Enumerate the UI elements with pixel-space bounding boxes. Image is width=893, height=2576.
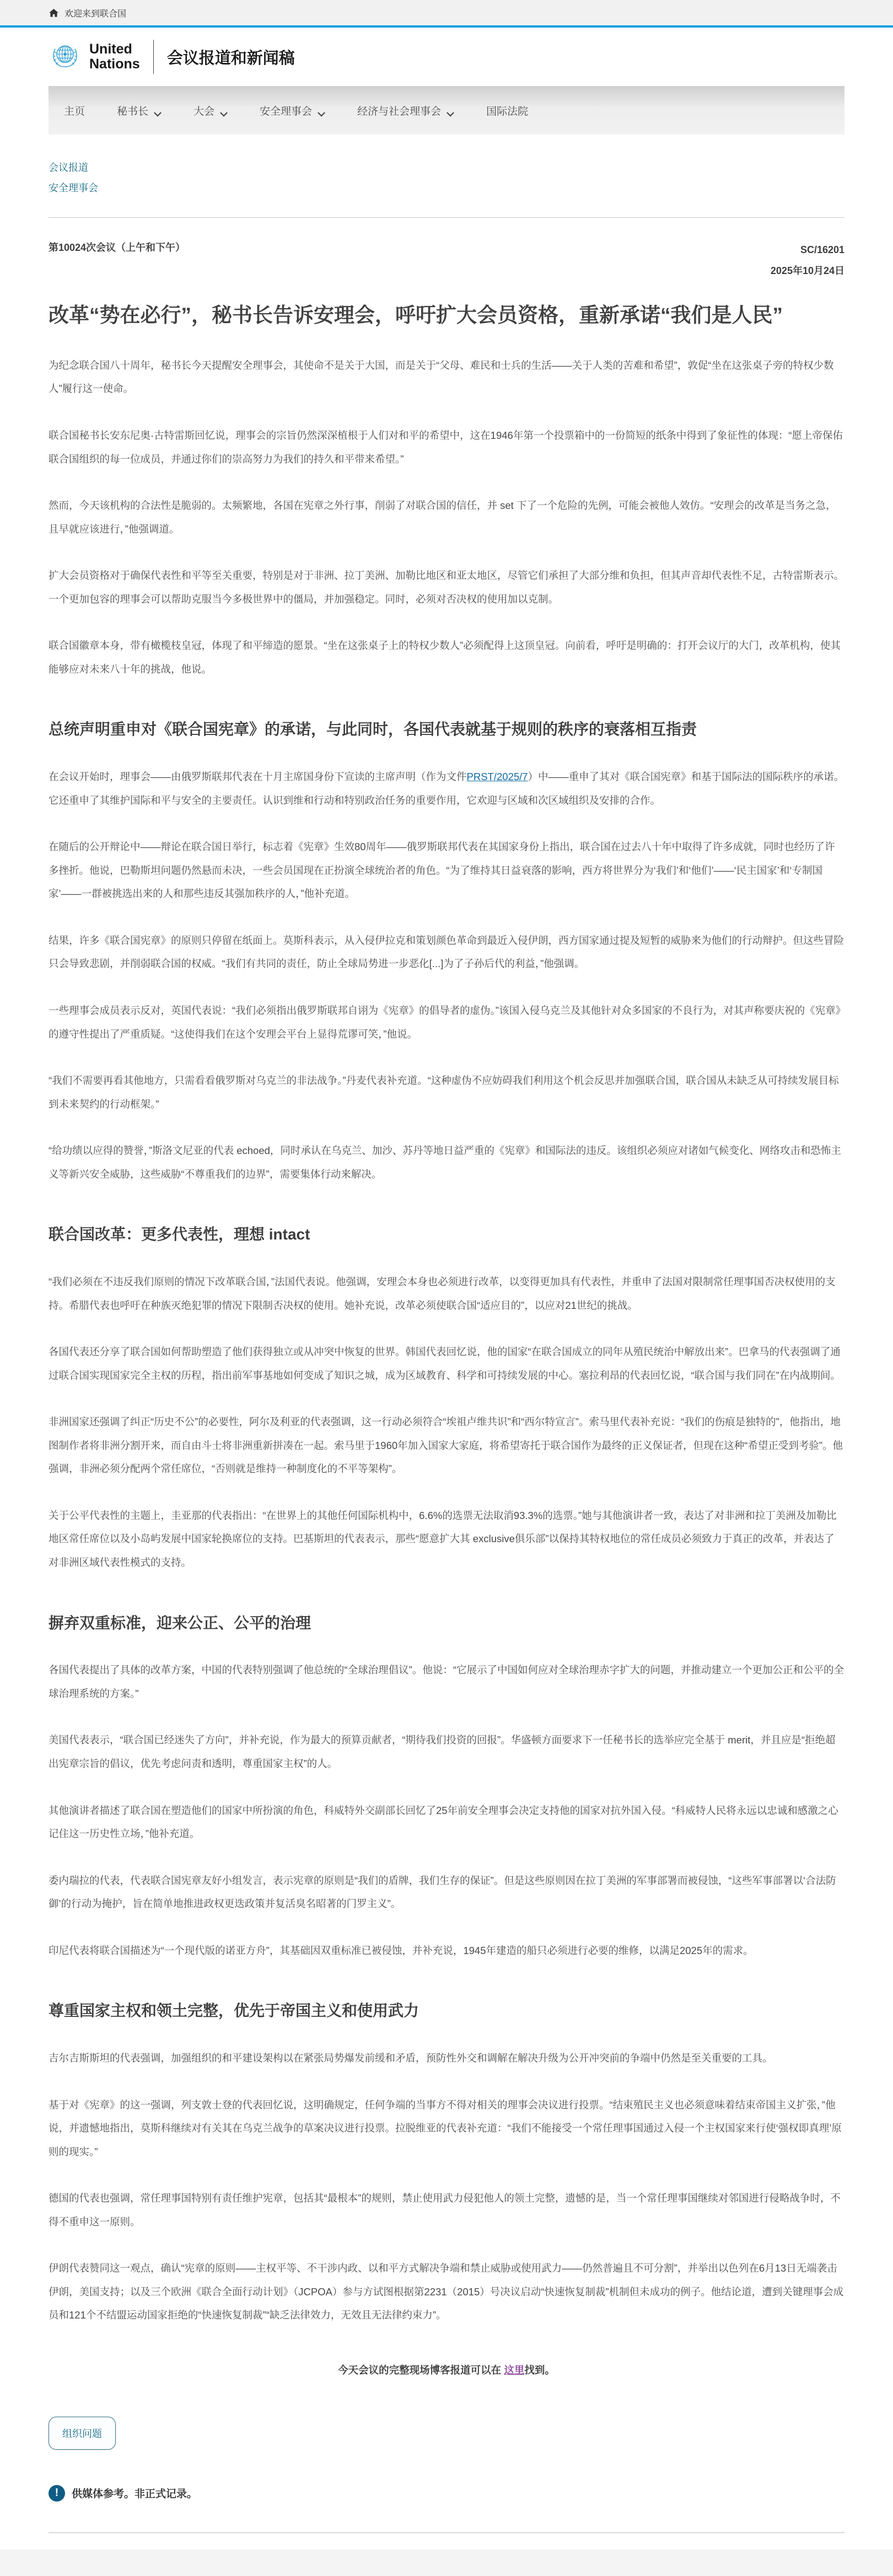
- article-paragraph: 吉尔吉斯斯坦的代表强调，加强组织的和平建设架构以在紧张局势爆发前缓和矛盾，预防性外交和调解在解决升级为公开冲突前的争端中仍然是至关重要的工具。: [49, 2052, 773, 2064]
- nav-item-icj[interactable]: [486, 103, 528, 118]
- article-paragraph: “我们必须在不违反我们原则的情况下改革联合国，”法国代表说。他强调，安理会本身也必须进行改革，以变得更加具有代表性，并重申了法国对限制常任理事国否决权使用的支持。希腊代表也呼吁在种族灭绝犯罪的情况下限制否决权的使用。她补充说，改革必须使联合国“适应目的”，以应对21世纪的挑战。: [49, 1276, 836, 1311]
- breadcrumb-link-meetings-coverage[interactable]: 会议报道: [49, 162, 88, 173]
- document-link[interactable]: PRST/2025/7: [466, 771, 528, 783]
- brand-wordmark[interactable]: [89, 42, 140, 72]
- chevron-down-icon: [154, 108, 162, 113]
- article-paragraph: 印尼代表将联合国描述为“一个现代版的诺亚方舟”，其基础因双重标准已被侵蚀，并补充说，1945年建造的船只必须进行必要的维修，以满足2025年的需求。: [49, 1944, 754, 1956]
- nav-item-label: 经济与社会理事会: [357, 105, 442, 117]
- exclamation-icon: !: [49, 2485, 65, 2502]
- article-paragraph: “我们不需要再看其他地方，只需看看俄罗斯对乌克兰的非法战争。”丹麦代表补充道。“这种虚伪不应妨碍我们利用这个机会反思并加强联合国，联合国从未缺乏从可持续发展目标到未来契约的行动框架。”: [49, 1075, 839, 1110]
- article-paragraph: 关于公平代表性的主题上，圭亚那的代表指出：“在世界上的其他任何国际机构中，6.6%的选票无法取消93.3%的选票。”她与其他演讲者一致，表达了对非洲和拉丁美洲及加勒比地区常任席位以及小岛屿发展中国家轮换席位的支持。巴基斯坦的代表表示，那些“愿意扩大其 exclusive俱乐部”以保持其特权地位的常任成员必须致力于真正的改革，并表达了对非洲区域代表性模式的支持。: [49, 1509, 837, 1568]
- meeting-meta-row: [49, 240, 844, 282]
- tag-section: [49, 2417, 844, 2450]
- page-title: 改革“势在必行”，秘书长告诉安理会，呼吁扩大会员资格，重新承诺“我们是人民”: [49, 304, 783, 327]
- article-paragraph: 其他演讲者描述了联合国在塑造他们的国家中所扮演的角色，科威特外交副部长回忆了25年前安全理事会决定支持他的国家对抗外国入侵。“科威特人民将永远以忠诚和感激之心记住这一历史性立场，”他补充道。: [49, 1804, 838, 1840]
- nav-item-label: 主页: [64, 105, 85, 117]
- article-paragraph: 基于对《宪章》的这一强调，列支敦士登的代表回忆说，这明确规定，任何争端的当事方不得对相关的理事会决议进行投票。“结束殖民主义也必须意味着结束帝国主义扩张，”他说，并遗憾地指出，莫斯科继续对有关其在乌克兰战争的草案决议进行投票。拉脱维亚的代表补充道：“我们不能接受一个常任理事国通过入侵一个主权国家来行使‘强权即真理’原则的现实。”: [49, 2099, 842, 2158]
- nav-item-label: 秘书长: [117, 105, 149, 117]
- article-paragraph: 各国代表还分享了联合国如何帮助塑造了他们获得独立或从冲突中恢复的世界。韩国代表回忆说，他的国家“在联合国成立的同年从殖民统治中解放出来”。巴拿马的代表强调了通过联合国实现国家完全主权的历程，指出前军事基地如何变成了知识之城，成为区域教育、科学和可持续发展的中心。塞拉利昂的代表回忆说，“联合国与我们同在”在内战期间。: [49, 1346, 841, 1381]
- site-title: 会议报道和新闻稿: [166, 49, 295, 67]
- home-icon[interactable]: [49, 8, 59, 18]
- article-paragraph: 扩大会员资格对于确保代表性和平等至关重要，特别是对于非洲、拉丁美洲、加勒比地区和亚太地区，尽管它们承担了大部分维和负担，但其声音却代表性不足，古特雷斯表示。一个更加包容的理事会可以帮助克服当今多极世界中的僵局，并加强稳定。同时，必须对否决权的使用加以克制。: [49, 570, 844, 605]
- chevron-down-icon: [318, 108, 325, 113]
- press-release-code: SC/16201: [800, 244, 844, 255]
- breadcrumb-link-security-council[interactable]: 安全理事会: [49, 182, 98, 194]
- article-paragraph: “给功绩以应得的赞誉，”斯洛文尼亚的代表 echoed，同时承认在乌克兰、加沙、苏丹等地日益严重的《宪章》和国际法的违反。该组织必须应对诸如气候变化、网络攻击和恐怖主义等新兴安全威胁，这些威胁“不尊重我们的边界”，需要集体行动来解决。: [49, 1145, 841, 1180]
- bottom-divider: [49, 2532, 844, 2533]
- section-heading: 总统声明重申对《联合国宪章》的承诺，与此同时，各国代表就基于规则的秩序的衰落相互指责: [49, 721, 697, 738]
- nav-item-home[interactable]: [64, 103, 85, 118]
- article-paragraph: 伊朗代表赞同这一观点，确认“宪章的原则——主权平等、不干涉内政、以和平方式解决争端和禁止威胁或使用武力——仍然普遍且不可分割”，并举出以色列在6月13日无端袭击伊朗，美国支持；以及三个欧洲《联合全面行动计划》（JCPOA）参与方试图根据第2231（2015）号决议启动“快速恢复制裁”机制但未成功的例子。他结论道，遭到关键理事会成员和121个不结盟运动国家拒绝的“快速恢复制裁”“缺乏法律效力，无效且无法律约束力”。: [49, 2262, 844, 2321]
- article-paragraph: 各国代表提出了具体的改革方案，中国的代表特别强调了他总统的“全球治理倡议”。他说：“它展示了中国如何应对全球治理赤字扩大的问题，并推动建立一个更加公正和公平的全球治理系统的方案。”: [49, 1664, 844, 1699]
- site-header: [0, 28, 893, 86]
- brand-line2: Nations: [89, 56, 140, 72]
- nav-item-label: 国际法院: [486, 105, 529, 117]
- article-paragraph: 德国的代表也强调，常任理事国特别有责任维护宪章，包括其“最根本”的规则，禁止使用武力侵犯他人的领土完整，遗憾的是，当一个常任理事国继续对邻国进行侵略战争时，不得不重申这一原则。: [49, 2192, 841, 2228]
- article-paragraph: 联合国秘书长安东尼奥·古特雷斯回忆说，理事会的宗旨仍然深深植根于人们对和平的希望中，这在1946年第一个投票箱中的一份简短的纸条中得到了象征性的体现：“愿上帝保佑联合国组织的每一位成员，并通过你们的崇高努力为我们的持久和平带来希望。”: [49, 429, 843, 465]
- nav-item-ecosoc[interactable]: [357, 103, 454, 118]
- closing-line: [49, 2363, 844, 2377]
- closing-text-after: 找到。: [524, 2364, 555, 2376]
- nav-item-general-assembly[interactable]: [193, 103, 228, 118]
- article-paragraph: 美国代表表示，“联合国已经迷失了方向”，并补充说，作为最大的预算贡献者，“期待我们投资的回报”。华盛顿方面要求下一任秘书长的选举应完全基于 merit，并且应是“拒绝超出宪章宗旨的倡议，优先考虑问责和透明，尊重国家主权”的人。: [49, 1734, 836, 1769]
- topic-tag-organizational-questions[interactable]: 组织问题: [49, 2417, 116, 2450]
- welcome-link[interactable]: 欢迎来到联合国: [64, 9, 127, 19]
- divider: [49, 217, 844, 218]
- closing-text-before: 今天会议的完整现场博客报道可以在: [338, 2364, 504, 2376]
- footer-band: [0, 2550, 893, 2576]
- brand-line1: United: [89, 41, 132, 57]
- nav-item-security-council[interactable]: [260, 103, 325, 118]
- live-blog-link[interactable]: 这里: [504, 2364, 525, 2376]
- main-navigation: [0, 86, 893, 135]
- section-heading: 尊重国家主权和领土完整，优先于帝国主义和使用武力: [49, 2002, 419, 2020]
- article-paragraph: 委内瑞拉的代表，代表联合国宪章友好小组发言，表示宪章的原则是“我们的盾牌，我们生存的保证”。但是这些原则因在拉丁美洲的军事部署而被侵蚀，“这些军事部署以‘合法防御’的行动为掩护，旨在简单地推进政权更迭政策并复活臭名昭著的门罗主义”。: [49, 1874, 836, 1910]
- article-paragraph: 在会议开始时，理事会——由俄罗斯联邦代表在十月主席国身份下宣读的主席声明（作为文件PRST/2025/7）中——重申了其对《联合国宪章》和基于国际法的国际秩序的承诺。它还重申了其维护国际和平与安全的主要责任。认识到维和行动和特别政治任务的重要作用，它欢迎与区域和次区域组织及安排的合作。: [49, 771, 844, 806]
- brand-divider: [153, 40, 154, 74]
- breadcrumb: [49, 158, 844, 198]
- top-utility-bar: [0, 0, 893, 28]
- article-paragraph: 联合国徽章本身，带有橄榄枝皇冠，体现了和平缔造的愿景。“坐在这张桌子上的特权少数人”必须配得上这顶皇冠。向前看，呼吁是明确的：打开会议厅的大门，改革机构，使其能够应对未来八十年的挑战，他说。: [49, 640, 841, 675]
- page-content: [49, 158, 844, 2533]
- chevron-down-icon: [446, 108, 454, 113]
- nav-list: [64, 103, 528, 118]
- un-emblem-logo[interactable]: [49, 40, 82, 73]
- article-paragraph: 一些理事会成员表示反对，英国代表说：“我们必须指出俄罗斯联邦自诩为《宪章》的倡导者的虚伪。”该国入侵乌克兰及其他针对众多国家的不良行为，对其声称要庆祝的《宪章》的遵守性提出了严重质疑。“这使得我们在这个安理会平台上显得荒谬可笑，”他说。: [49, 1004, 841, 1040]
- chevron-down-icon: [220, 108, 228, 113]
- article-paragraph: 结果，许多《联合国宪章》的原则只停留在纸面上。莫斯科表示，从入侵伊拉克和策划颜色革命到最近入侵伊朗，西方国家通过提及短暂的威胁来为他们的行动辩护。但这些冒险只会导致悲剧，并削弱联合国的权威。“我们有共同的责任，防止全球局势进一步恶化[...]为了子孙后代的利益，”他强调。: [49, 934, 844, 970]
- article-paragraph: 在随后的公开辩论中——辩论在联合国日举行，标志着《宪章》生效80周年——俄罗斯联邦代表在其国家身份上指出，联合国在过去八十年中取得了许多成就，同时也经历了许多挫折。他说，巴勒斯坦问题仍然悬而未决，一些会员国现在正扮演全球统治者的角色。“为了维持其日益衰落的影响，西方将世界分为‘我们’和‘他们’——‘民主国家’和‘专制国家’——一群被挑选出来的人和那些违反其强加秩序的人，”他补充道。: [49, 841, 835, 900]
- nav-item-label: 安全理事会: [260, 105, 313, 117]
- article-paragraph: 然而，今天该机构的合法性是脆弱的。太频繁地，各国在宪章之外行事，削弱了对联合国的信任，并 set 下了一个危险的先例，可能会被他人效仿。“安理会的改革是当务之急，且早就应该进行，”他强调道。: [49, 500, 836, 535]
- media-note-text: 供媒体参考。非正式记录。: [72, 2488, 198, 2500]
- section-heading: 摒弃双重标准，迎来公正、公平的治理: [49, 1614, 311, 1632]
- article-paragraph: 为纪念联合国八十周年，秘书长今天提醒安全理事会，其使命不是关于大国，而是关于“父母、难民和士兵的生活——关于人类的苦难和希望”，敦促“坐在这张桌子旁的特权少数人”履行这一使命。: [49, 359, 834, 395]
- article-paragraph: 非洲国家还强调了纠正“历史不公”的必要性，阿尔及利亚的代表强调，这一行动必须符合“埃祖卢维共识”和“西尔特宣言”。索马里代表补充说：“我们的伤痕是独特的”，他指出，地图制作者将非洲分割开来，而自由斗士将非洲重新拼凑在一起。索马里于1960年加入国家大家庭，将希望寄托于联合国作为最终的正义保证者，但现在这种“希望正受到考验”。他强调，非洲必须分配两个常任席位，“否则就是维持一种制度化的不平等架构”。: [49, 1416, 843, 1475]
- article-body: [49, 354, 844, 2327]
- media-note: [49, 2485, 844, 2502]
- nav-item-label: 大会: [193, 105, 215, 117]
- nav-item-secretary-general[interactable]: [117, 103, 162, 118]
- meeting-session: 第10024次会议（上午和下午）: [49, 242, 186, 253]
- section-heading: 联合国改革：更多代表性，理想 intact: [49, 1226, 310, 1243]
- meeting-date: 2025年10月24日: [770, 265, 844, 276]
